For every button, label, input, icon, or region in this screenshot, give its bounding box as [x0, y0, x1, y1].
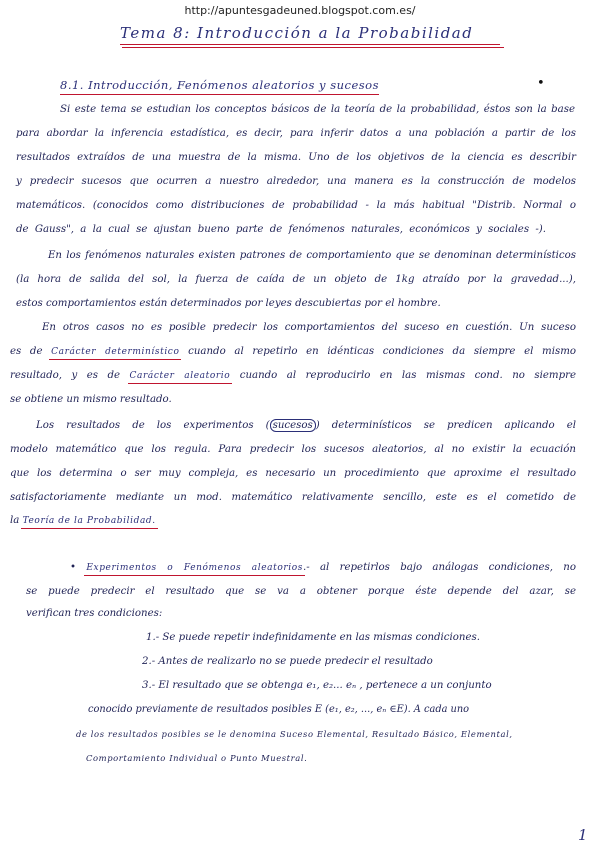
p3-line-2-post: cuando al repetirlo en idénticas condiciones da siempre el mismo [188, 346, 577, 357]
p1-line-1: Si este tema se estudian los conceptos básicos de la teoría de la probabilidad, éstos son la base [60, 104, 575, 115]
condition-3-line-4: Comportamiento Individual o Punto Muestral. [86, 753, 308, 763]
term-deterministic: Carácter determinístico [51, 347, 180, 357]
bullet-icon: • [70, 562, 77, 573]
condition-2: 2.- Antes de realizarlo no se puede predecir el resultado [142, 656, 433, 667]
p3-line-4: se obtiene un mismo resultado. [10, 394, 172, 405]
condition-3-line-1: 3.- El resultado que se obtenga e₁, e₂... eₙ , pertenece a un conjunto [142, 680, 492, 691]
blog-url: http://apuntesgadeuned.blogspot.com.es/ [184, 4, 416, 17]
page-title [120, 24, 500, 42]
p3-line-3-pre: resultado, y es de [10, 370, 121, 381]
term-random-experiments: Experimentos o Fenómenos aleatorios [86, 563, 303, 573]
p5-line-3: verifican tres condiciones: [26, 608, 163, 619]
p4-line-3: que los determina o ser muy compleja, es necesario un procedimiento que aproxime el resultado [10, 468, 576, 479]
p2-line-3: estos comportamientos están determinados por leyes descubiertas por el hombre. [16, 298, 441, 309]
p4-line-5 [10, 515, 592, 527]
section-title-text: 8.1. Introducción, Fenómenos aleatorios y sucesos [60, 78, 379, 92]
p3-line-2 [10, 346, 576, 358]
p2-line-2: (la hora de salida del sol, la fuerza de caída de un objeto de 1kg atraído por la gravedad...), [16, 274, 576, 285]
p1-line-5: matemáticos. (conocidos como distribuciones de probabilidad - la más habitual "Distrib. Normal o [16, 200, 576, 211]
page-title-text: Tema 8: Introducción a la Probabilidad [120, 24, 474, 42]
p4-line-1-post: ) determinísticos se predicen aplicando el [315, 420, 576, 431]
section-title-underline [60, 94, 379, 95]
section-title [60, 78, 379, 92]
condition-3-line-3: de los resultados posibles se le denomina Suceso Elemental, Resultado Básico, Elemental, [76, 729, 513, 739]
p4-line-1-pre: Los resultados de los experimentos ( [36, 420, 270, 431]
p3-line-3 [10, 370, 576, 382]
p4-line-5-pre: la [10, 515, 20, 526]
p3-line-1: En otros casos no es posible predecir los comportamientos del suceso en cuestión. Un suceso [42, 322, 576, 333]
p5-line-2: se puede predecir el resultado que se va a obtener porque éste depende del azar, se [26, 586, 576, 597]
term-probability-theory: Teoría de la Probabilidad. [22, 516, 156, 526]
p5-line-1 [70, 562, 576, 574]
p2-line-1: En los fenómenos naturales existen patrones de comportamiento que se denominan determinísticos [48, 250, 576, 261]
p1-line-3: resultados extraídos de una muestra de la misma. Uno de los objetivos de la ciencia es describir [16, 152, 576, 163]
condition-3-line-2: conocido previamente de resultados posibles E (e₁, e₂, ..., eₙ ∈E). A cada uno [88, 704, 470, 715]
term-aleatory: Carácter aleatorio [129, 371, 231, 381]
p3-line-3-post: cuando al reproducirlo en las mismas cond. no siempre [239, 370, 576, 381]
margin-dot: • [537, 76, 545, 91]
title-underline [120, 44, 500, 45]
p1-line-6: de Gauss", a la cual se ajustan bueno parte de fenómenos naturales, económicos y sociales -). [16, 224, 546, 235]
p3-line-2-pre: es de [10, 346, 43, 357]
p4-line-2: modelo matemático que los regula. Para predecir los sucesos aleatorios, al no existir la ecuación [10, 444, 576, 455]
p4-line-4: satisfactoriamente mediante un mod. matemático relativamente sencillo, este es el cometido de [10, 492, 576, 503]
term-sucesos: sucesos [270, 419, 316, 432]
p5-line-1-post: .- al repetirlos bajo análogas condiciones, no [302, 562, 577, 573]
page-number: 1 [578, 826, 588, 844]
condition-1: 1.- Se puede repetir indefinidamente en las mismas condiciones. [146, 632, 480, 643]
p1-line-4: y predecir sucesos que ocurren a nuestro alrededor, una manera es la construcción de modelos [16, 176, 576, 187]
p1-line-2: para abordar la inferencia estadística, es decir, para inferir datos a una población a partir de los [16, 128, 576, 139]
p4-line-1 [36, 420, 576, 432]
title-underline-2 [122, 47, 504, 48]
